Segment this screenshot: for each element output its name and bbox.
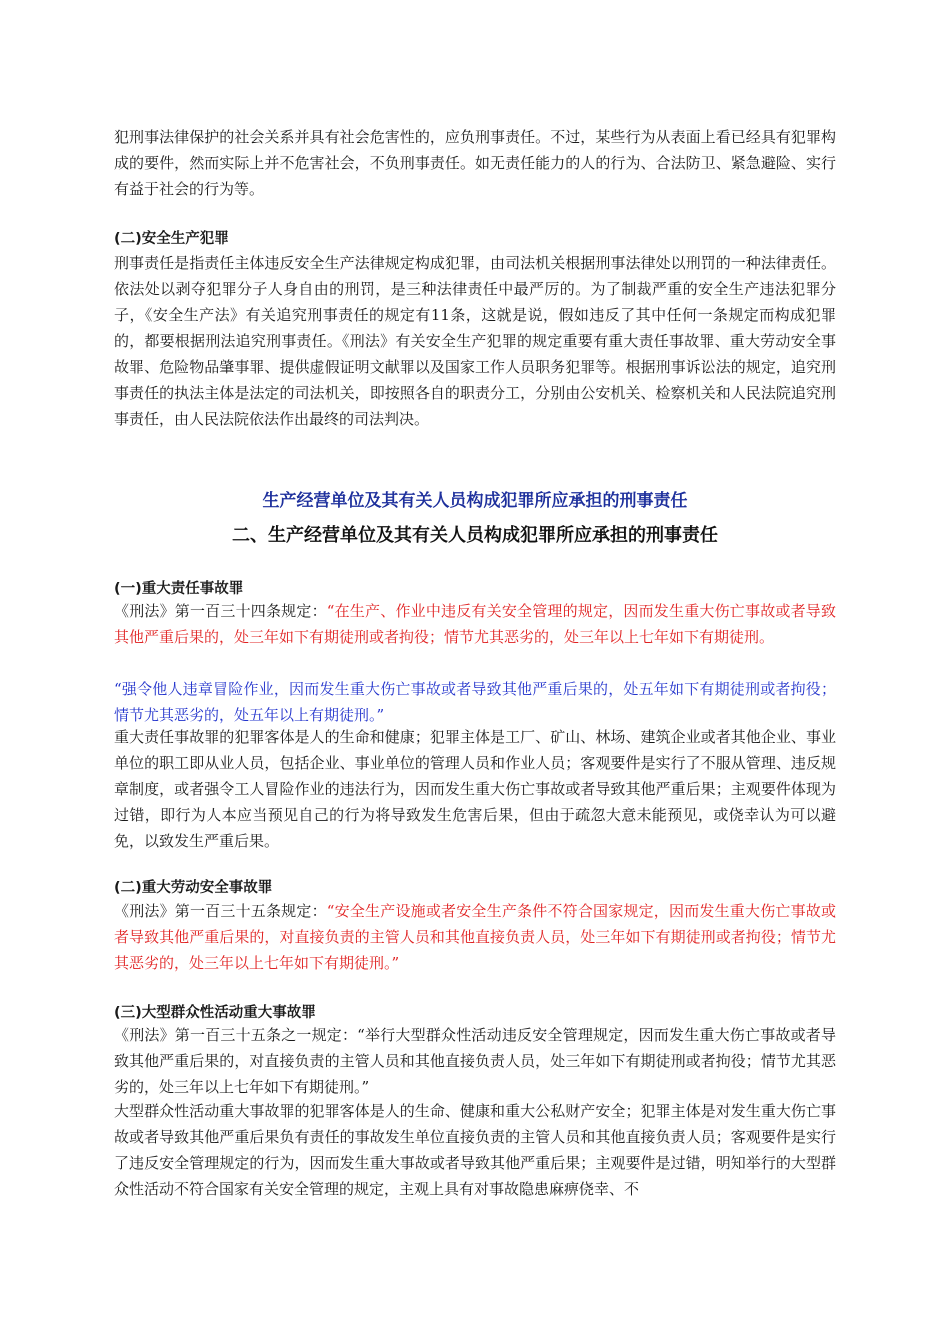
chapter-subtitle: 生产经营单位及其有关人员构成犯罪所应承担的刑事责任 [262,491,688,511]
section-heading-major-liability: (一)重大责任事故罪 [114,581,244,597]
section-heading-labor-safety: (二)重大劳动安全事故罪 [114,880,273,896]
article-135-red-quote: “安全生产设施或者安全生产条件不符合国家规定，因而发生重大伤亡事故或者导致其他严重后果的，对直接负责的主管人员和其他直接负责人员，处三年如下有期徒刑或者拘役；情节尤其恶劣的，处三年以上七年如下有期徒刑。” [114,902,836,972]
article-134-red-quote: “在生产、作业中违反有关安全管理的规定，因而发生重大伤亡事故或者导致其他严重后果的，处三年如下有期徒刑或者拘役；情节尤其恶劣的，处三年以上七年如下有期徒刑。 [114,602,836,646]
chapter-title: 二、生产经营单位及其有关人员构成犯罪所应承担的刑事责任 [232,525,718,546]
intro-paragraph: 犯刑事法律保护的社会关系并具有社会危害性的，应负刑事责任。不过，某些行为从表面上看已经具有犯罪构成的要件，然而实际上并不危害社会，不负刑事责任。如无责任能力的人的行为、合法防卫、紧急避险、实行有益于社会的行为等。 [114,128,836,198]
article-135-quote [114,898,836,976]
article-134-lead: 《刑法》第一百三十四条规定： [114,602,327,620]
section-heading-mass-event: (三)大型群众性活动重大事故罪 [114,1005,316,1021]
article-134-blue-quote: “强令他人违章冒险作业，因而发生重大伤亡事故或者导致其他严重后果的，处五年如下有期徒刑或者拘役；情节尤其恶劣的，处五年以上有期徒刑。” [114,680,836,724]
section-heading-safety-crime: (二)安全生产犯罪 [114,231,229,247]
article-134-quote [114,598,836,650]
major-liability-analysis: 重大责任事故罪的犯罪客体是人的生命和健康；犯罪主体是工厂、矿山、林场、建筑企业或者其他企业、事业单位的职工即从业人员，包括企业、事业单位的管理人员和作业人员；客观要件是实行了不服从管理、违反规章制度，或者强令工人冒险作业的违法行为，因而发生重大伤亡事故或者导致其他严重后果；主观要件体现为过错，即行为人本应当预见自己的行为将导致发生危害后果，但由于疏忽大意未能预见，或侥幸认为可以避免，以致发生严重后果。 [114,728,836,850]
safety-crime-paragraph: 刑事责任是指责任主体违反安全生产法律规定构成犯罪，由司法机关根据刑事法律处以刑罚的一种法律责任。依法处以剥夺犯罪分子人身自由的刑罚，是三种法律责任中最严厉的。为了制裁严重的安全生产违法犯罪分子，《安全生产法》有关追究刑事责任的规定有11条，这就是说，假如违反了其中任何一条规定而构成犯罪的，都要根据刑法追究刑事责任。《刑法》有关安全生产犯罪的规定重要有重大责任事故罪、重大劳动安全事故罪、危险物品肇事罪、提供虚假证明文献罪以及国家工作人员职务犯罪等。根据刑事诉讼法的规定，追究刑事责任的执法主体是法定的司法机关，即按照各自的职责分工，分别由公安机关、检察机关和人民法院追究刑事责任，由人民法院依法作出最终的司法判决。 [114,254,836,428]
mass-event-analysis: 大型群众性活动重大事故罪的犯罪客体是人的生命、健康和重大公私财产安全；犯罪主体是对发生重大伤亡事故或者导致其他严重后果负有责任的事故发生单位直接负责的主管人员和其他直接负责人员；客观要件是实行了违反安全管理规定的行为，因而发生重大事故或者导致其他严重后果；主观要件是过错，明知举行的大型群众性活动不符合国家有关安全管理的规定，主观上具有对事故隐患麻痹侥幸、不 [114,1102,836,1198]
article-135-lead: 《刑法》第一百三十五条规定： [114,902,327,920]
article-135-1-quote: 《刑法》第一百三十五条之一规定：“举行大型群众性活动违反安全管理规定，因而发生重大伤亡事故或者导致其他严重后果的，对直接负责的主管人员和其他直接负责人员，处三年如下有期徒刑或者拘役；情节尤其恶劣的，处三年以上七年如下有期徒刑。” [114,1026,836,1096]
